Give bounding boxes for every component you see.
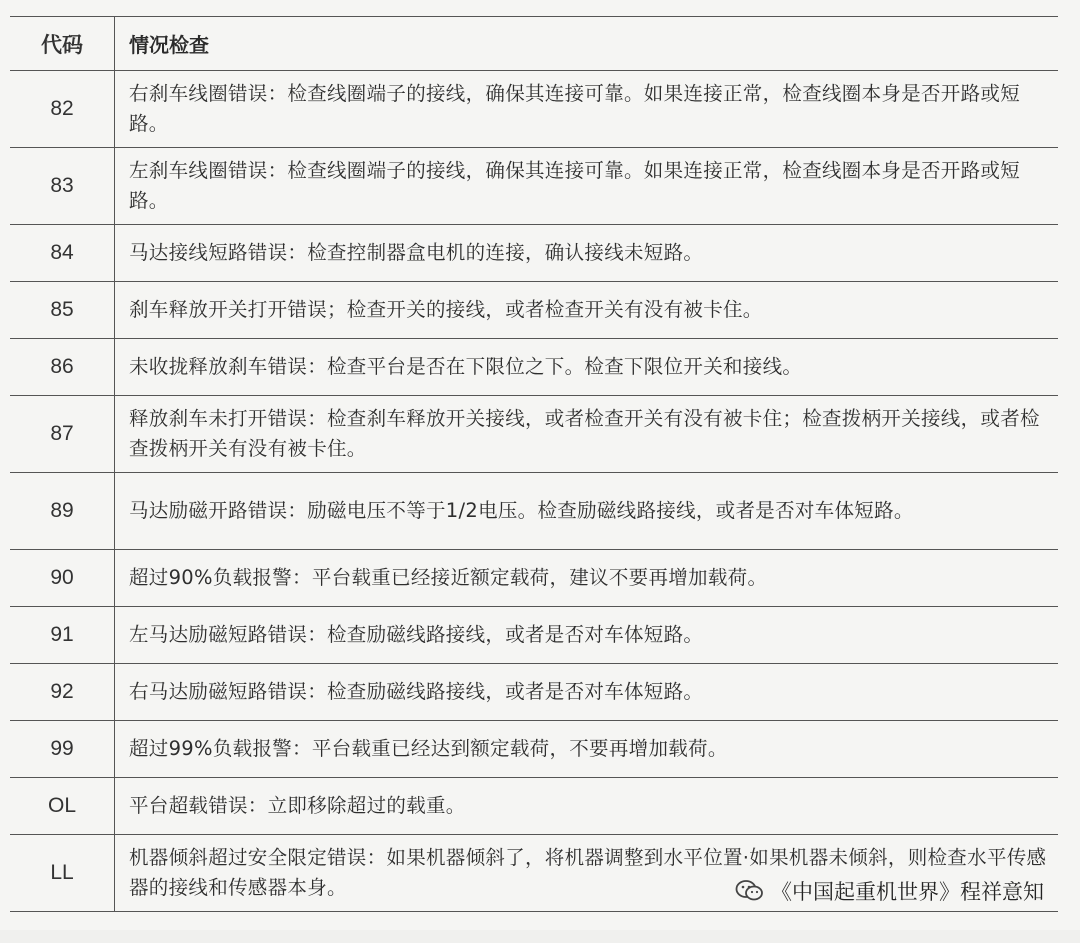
row-description: 马达接线短路错误：检查控制器盒电机的连接，确认接线未短路。 bbox=[115, 225, 1059, 282]
row-code: 86 bbox=[10, 339, 115, 396]
row-description: 释放刹车未打开错误：检查刹车释放开关接线，或者检查开关有没有被卡住；检查拨柄开关接线，或者检查拨柄开关有没有被卡住。 bbox=[115, 396, 1059, 473]
wechat-icon bbox=[735, 879, 765, 903]
table-row bbox=[10, 473, 1058, 550]
table-row bbox=[10, 396, 1058, 473]
row-code: 99 bbox=[10, 721, 115, 778]
row-code: 82 bbox=[10, 71, 115, 148]
row-code: 90 bbox=[10, 550, 115, 607]
error-code-table bbox=[10, 16, 1058, 912]
table-row bbox=[10, 148, 1058, 225]
watermark-text: 《中国起重机世界》程祥意知 bbox=[771, 880, 1044, 904]
row-description: 左刹车线圈错误：检查线圈端子的接线，确保其连接可靠。如果连接正常，检查线圈本身是否开路或短路。 bbox=[115, 148, 1059, 225]
row-code: OL bbox=[10, 778, 115, 835]
row-description: 超过99%负载报警：平台载重已经达到额定载荷，不要再增加载荷。 bbox=[115, 721, 1059, 778]
row-description: 超过90%负载报警：平台载重已经接近额定载荷，建议不要再增加载荷。 bbox=[115, 550, 1059, 607]
watermark bbox=[735, 876, 1044, 906]
header-description: 情况检查 bbox=[115, 17, 1059, 71]
row-code: LL bbox=[10, 835, 115, 912]
row-description: 左马达励磁短路错误：检查励磁线路接线，或者是否对车体短路。 bbox=[115, 607, 1059, 664]
row-description: 刹车释放开关打开错误；检查开关的接线，或者检查开关有没有被卡住。 bbox=[115, 282, 1059, 339]
row-code: 83 bbox=[10, 148, 115, 225]
header-code: 代码 bbox=[10, 17, 115, 71]
row-description: 马达励磁开路错误：励磁电压不等于1/2电压。检查励磁线路接线，或者是否对车体短路。 bbox=[115, 473, 1059, 550]
row-code: 89 bbox=[10, 473, 115, 550]
row-description: 机器倾斜超过安全限定错误：如果机器倾斜了，将机器调整到水平位置·如果机器未倾斜，则检查水平传感器的接线和传感器本身。 bbox=[115, 835, 1059, 912]
table-row bbox=[10, 71, 1058, 148]
table-row bbox=[10, 721, 1058, 778]
table-row bbox=[10, 664, 1058, 721]
table-row bbox=[10, 282, 1058, 339]
row-code: 87 bbox=[10, 396, 115, 473]
bottom-edge bbox=[0, 930, 1080, 943]
table-row bbox=[10, 778, 1058, 835]
row-description: 右马达励磁短路错误：检查励磁线路接线，或者是否对车体短路。 bbox=[115, 664, 1059, 721]
row-code: 85 bbox=[10, 282, 115, 339]
row-description: 平台超载错误：立即移除超过的载重。 bbox=[115, 778, 1059, 835]
table-row bbox=[10, 225, 1058, 282]
row-description: 未收拢释放刹车错误：检查平台是否在下限位之下。检查下限位开关和接线。 bbox=[115, 339, 1059, 396]
row-code: 92 bbox=[10, 664, 115, 721]
table-row bbox=[10, 550, 1058, 607]
row-description: 右刹车线圈错误：检查线圈端子的接线，确保其连接可靠。如果连接正常，检查线圈本身是否开路或短路。 bbox=[115, 71, 1059, 148]
table-row bbox=[10, 607, 1058, 664]
row-code: 84 bbox=[10, 225, 115, 282]
table-header-row bbox=[10, 17, 1058, 71]
table-row bbox=[10, 339, 1058, 396]
row-code: 91 bbox=[10, 607, 115, 664]
